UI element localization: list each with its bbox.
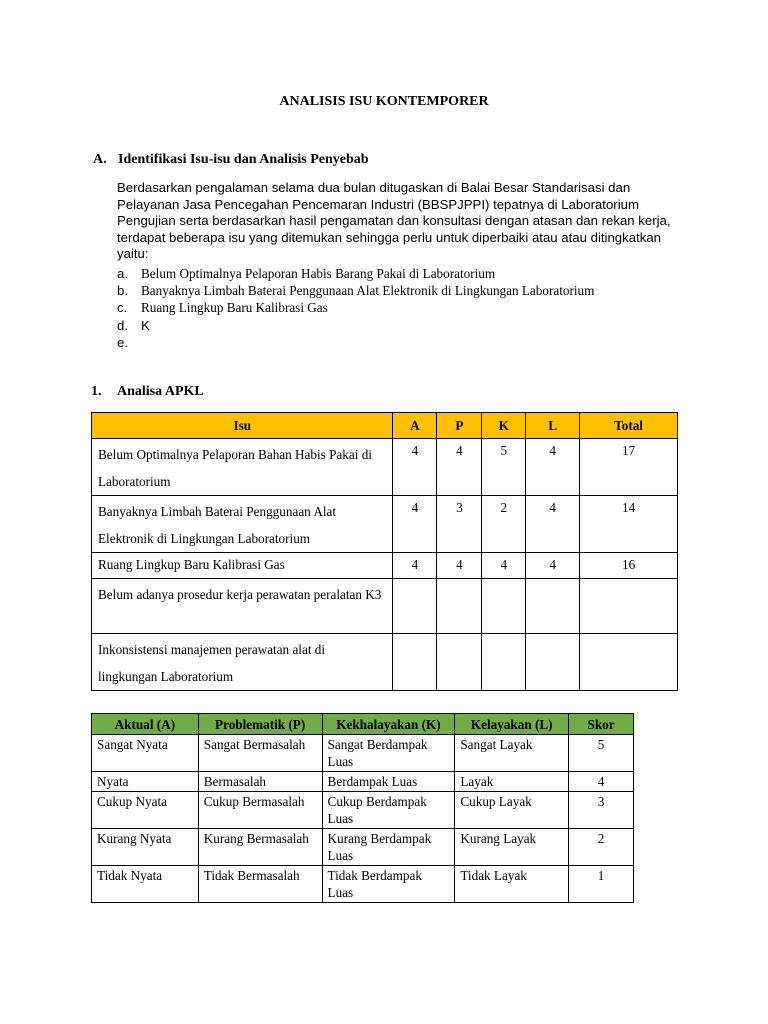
score-a-cell: 4 — [393, 496, 437, 553]
document-title: ANALISIS ISU KONTEMPORER — [279, 94, 489, 109]
table-row — [92, 439, 678, 496]
column-header: Total — [580, 413, 678, 439]
problematik-cell: Sangat Bermasalah — [198, 735, 322, 772]
problematik-cell: Cukup Bermasalah — [198, 792, 322, 829]
kelayakan-cell: Layak — [455, 772, 569, 792]
aktual-cell: Kurang Nyata — [92, 829, 199, 866]
column-header: L — [526, 413, 580, 439]
subsection-heading — [91, 384, 204, 400]
column-header: Aktual (A) — [92, 714, 199, 735]
kekhalayakan-cell: Kurang Berdampak Luas — [322, 829, 455, 866]
score-a-cell — [393, 634, 437, 691]
score-l-cell: 4 — [526, 496, 580, 553]
table-row — [92, 866, 634, 903]
table-header-row — [92, 714, 634, 735]
column-header: A — [393, 413, 437, 439]
score-l-cell — [526, 579, 580, 634]
kekhalayakan-cell: Sangat Berdampak Luas — [322, 735, 455, 772]
kelayakan-cell: Cukup Layak — [455, 792, 569, 829]
intro-paragraph: Berdasarkan pengalaman selama dua bulan ditugaskan di Balai Besar Standarisasi dan Pelayanan Jasa Pencegahan Pencemaran Industri (BBSPJPPI) tepatnya di Laboratorium Pengujian serta berdasarkan hasil pengamatan dan konsultasi dengan atasan dan rekan kerja, terdapat beberapa isu yang ditemukan sehingga perlu untuk diperbaiki atau atau ditingkatkan yaitu: — [117, 180, 671, 262]
kekhalayakan-cell: Cukup Berdampak Luas — [322, 792, 455, 829]
score-p-cell — [437, 634, 482, 691]
skor-cell: 3 — [569, 792, 634, 829]
table-row — [92, 829, 634, 866]
table-row — [92, 634, 678, 691]
column-header: P — [437, 413, 482, 439]
table-header-row — [92, 413, 678, 439]
list-item — [117, 334, 594, 351]
skor-cell: 2 — [569, 829, 634, 866]
problematik-cell: Bermasalah — [198, 772, 322, 792]
kekhalayakan-cell: Tidak Berdampak Luas — [322, 866, 455, 903]
problematik-cell: Tidak Bermasalah — [198, 866, 322, 903]
score-k-cell: 5 — [482, 439, 526, 496]
column-header: K — [482, 413, 526, 439]
scoring-scale-table — [91, 713, 634, 903]
isu-cell: Ruang Lingkup Baru Kalibrasi Gas — [92, 553, 393, 579]
list-marker: d. — [117, 317, 128, 333]
table-row — [92, 496, 678, 553]
score-a-cell: 4 — [393, 553, 437, 579]
kelayakan-cell: Kurang Layak — [455, 829, 569, 866]
list-item — [117, 265, 594, 282]
column-header: Skor — [569, 714, 634, 735]
table-row — [92, 792, 634, 829]
column-header: Kelayakan (L) — [455, 714, 569, 735]
list-item-text: K — [141, 317, 150, 333]
section-letter: A. — [93, 152, 107, 167]
list-item — [117, 299, 594, 316]
subsection-number: 1. — [91, 384, 102, 399]
table-row — [92, 735, 634, 772]
isu-cell: Belum adanya prosedur kerja perawatan peralatan K3 — [92, 579, 393, 634]
total-cell: 14 — [580, 496, 678, 553]
aktual-cell: Cukup Nyata — [92, 792, 199, 829]
aktual-cell: Tidak Nyata — [92, 866, 199, 903]
skor-cell: 4 — [569, 772, 634, 792]
score-l-cell — [526, 634, 580, 691]
kelayakan-cell: Tidak Layak — [455, 866, 569, 903]
isu-cell: Banyaknya Limbah Baterai Penggunaan Alat Elektronik di Lingkungan Laboratorium — [92, 496, 393, 553]
score-k-cell — [482, 579, 526, 634]
section-heading-text: Identifikasi Isu-isu dan Analisis Penyebab — [118, 152, 369, 167]
score-p-cell: 4 — [437, 553, 482, 579]
list-item — [117, 317, 594, 334]
score-k-cell: 4 — [482, 553, 526, 579]
score-k-cell: 2 — [482, 496, 526, 553]
score-p-cell: 4 — [437, 439, 482, 496]
score-k-cell — [482, 634, 526, 691]
total-cell — [580, 634, 678, 691]
score-a-cell — [393, 579, 437, 634]
table-row — [92, 579, 678, 634]
aktual-cell: Nyata — [92, 772, 199, 792]
kelayakan-cell: Sangat Layak — [455, 735, 569, 772]
subsection-heading-text: Analisa APKL — [117, 384, 204, 399]
isu-cell: Inkonsistensi manajemen perawatan alat di lingkungan Laboratorium — [92, 634, 393, 691]
list-item-text: Belum Optimalnya Pelaporan Habis Barang Pakai di Laboratorium — [141, 266, 496, 281]
list-marker: c. — [117, 300, 128, 316]
score-p-cell — [437, 579, 482, 634]
isu-cell: Belum Optimalnya Pelaporan Bahan Habis Pakai di Laboratorium — [92, 439, 393, 496]
column-header: Problematik (P) — [198, 714, 322, 735]
list-item — [117, 282, 594, 299]
section-heading — [93, 152, 369, 168]
skor-cell: 5 — [569, 735, 634, 772]
table-row — [92, 553, 678, 579]
issue-list — [117, 265, 594, 351]
list-item-text: Banyaknya Limbah Baterai Penggunaan Alat Elektronik di Lingkungan Laboratorium — [141, 283, 595, 299]
score-p-cell: 3 — [437, 496, 482, 553]
apkl-table — [91, 412, 678, 691]
score-a-cell: 4 — [393, 439, 437, 496]
column-header: Kekhalayakan (K) — [322, 714, 455, 735]
kekhalayakan-cell: Berdampak Luas — [322, 772, 455, 792]
aktual-cell: Sangat Nyata — [92, 735, 199, 772]
total-cell: 16 — [580, 553, 678, 579]
list-item-text: Ruang Lingkup Baru Kalibrasi Gas — [141, 300, 328, 316]
list-marker: b. — [117, 283, 128, 299]
score-l-cell: 4 — [526, 553, 580, 579]
skor-cell: 1 — [569, 866, 634, 903]
score-l-cell: 4 — [526, 439, 580, 496]
table-row — [92, 772, 634, 792]
problematik-cell: Kurang Bermasalah — [198, 829, 322, 866]
list-marker: a. — [117, 266, 128, 281]
total-cell: 17 — [580, 439, 678, 496]
column-header: Isu — [92, 413, 393, 439]
list-marker: e. — [117, 334, 128, 350]
total-cell — [580, 579, 678, 634]
